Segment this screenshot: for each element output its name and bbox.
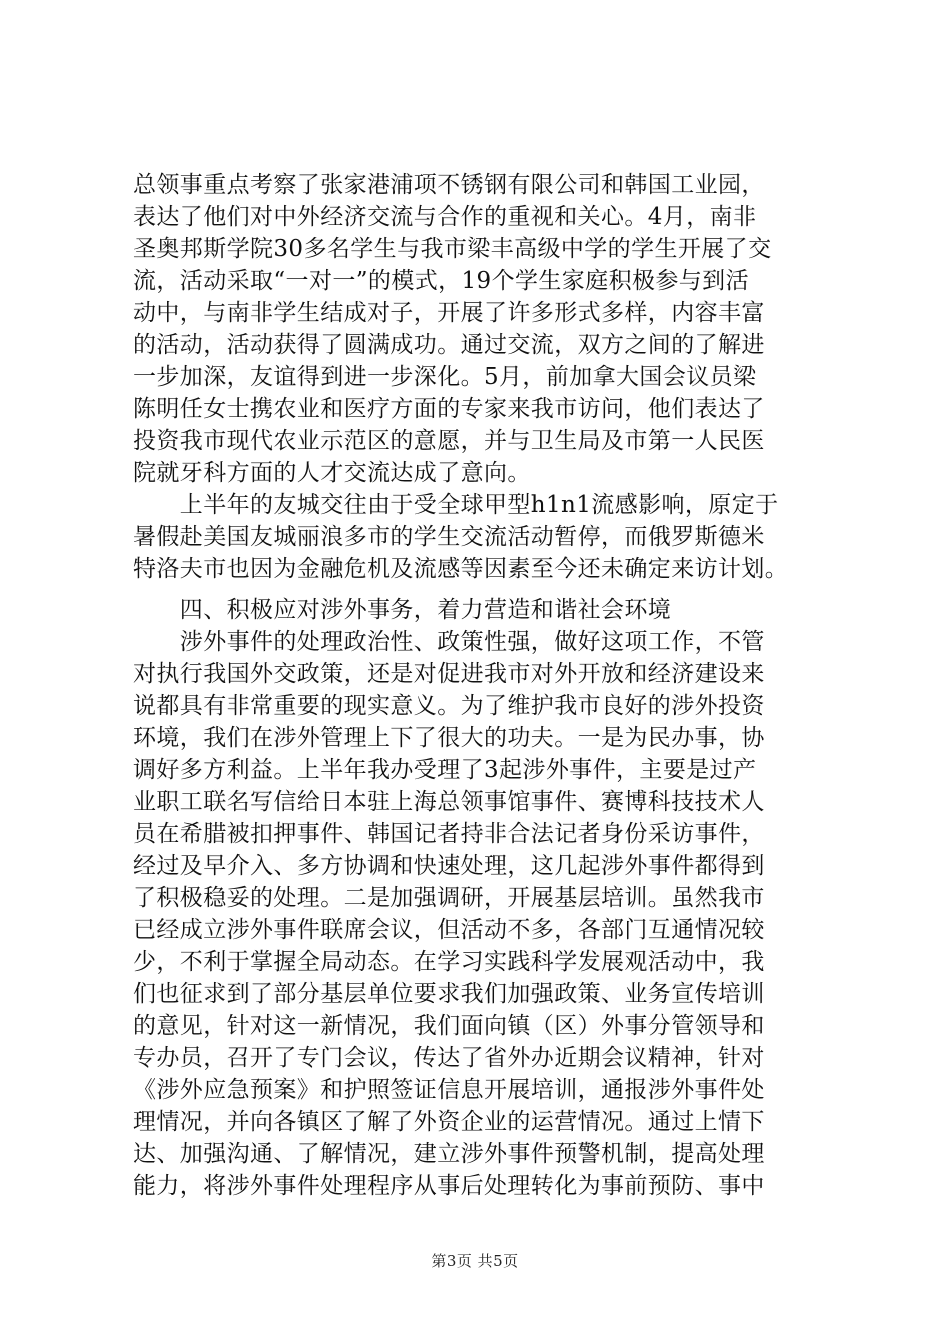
text-line: 说都具有非常重要的现实意义。为了维护我市良好的涉外投资 xyxy=(133,693,765,719)
text-line: 表达了他们对中外经济交流与合作的重视和关心。4月，南非 xyxy=(133,204,757,230)
body-text-block-1 xyxy=(133,169,833,585)
page-number-footer: 第3页 共5页 xyxy=(431,1252,519,1270)
text-line: 上半年的友城交往由于受全球甲型h1n1流感影响，原定于 xyxy=(133,492,779,518)
text-line: 的活动，活动获得了圆满成功。通过交流，双方之间的了解进 xyxy=(133,332,765,358)
text-line: 达、加强沟通、了解情况，建立涉外事件预警机制，提高处理 xyxy=(133,1141,765,1167)
text-line: 经过及早介入、多方协调和快速处理，这几起涉外事件都得到 xyxy=(133,853,765,879)
text-line: 一步加深，友谊得到进一步深化。5月，前加拿大国会议员梁 xyxy=(133,364,757,390)
text-line: 的意见，针对这一新情况，我们面向镇（区）外事分管领导和 xyxy=(133,1013,765,1039)
text-line: 特洛夫市也因为金融危机及流感等因素至今还未确定来访计划。 xyxy=(133,556,789,582)
body-text-block-2 xyxy=(133,594,833,1202)
text-line: 总领事重点考察了张家港浦项不锈钢有限公司和韩国工业园， xyxy=(133,172,765,198)
text-line: 院就牙科方面的人才交流达成了意向。 xyxy=(133,460,531,486)
text-line: 们也征求到了部分基层单位要求我们加强政策、业务宣传培训 xyxy=(133,981,765,1007)
text-line: 专办员，召开了专门会议，传达了省外办近期会议精神，针对 xyxy=(133,1045,765,1071)
text-line: 少，不利于掌握全局动态。在学习实践科学发展观活动中，我 xyxy=(133,949,765,975)
text-line: 员在希腊被扣押事件、韩国记者持非合法记者身份采访事件， xyxy=(133,821,765,847)
text-line: 圣奥邦斯学院30多名学生与我市梁丰高级中学的学生开展了交 xyxy=(133,236,772,262)
text-line: 理情况，并向各镇区了解了外资企业的运营情况。通过上情下 xyxy=(133,1109,765,1135)
text-line: 暑假赴美国友城丽浪多市的学生交流活动暂停，而俄罗斯德米 xyxy=(133,524,765,550)
text-line: 环境，我们在涉外管理上下了很大的功夫。一是为民办事，协 xyxy=(133,725,765,751)
text-line: 了积极稳妥的处理。二是加强调研，开展基层培训。虽然我市 xyxy=(133,885,765,911)
text-line: 流，活动采取“一对一”的模式，19个学生家庭积极参与到活 xyxy=(133,268,749,294)
section-heading: 四、积极应对涉外事务，着力营造和谐社会环境 xyxy=(133,597,672,623)
text-line: 涉外事件的处理政治性、政策性强，做好这项工作，不管 xyxy=(133,629,765,655)
text-line: 《涉外应急预案》和护照签证信息开展培训，通报涉外事件处 xyxy=(133,1077,765,1103)
text-line: 动中，与南非学生结成对子，开展了许多形式多样，内容丰富 xyxy=(133,300,765,326)
text-line: 业职工联名写信给日本驻上海总领事馆事件、赛博科技技术人 xyxy=(133,789,765,815)
text-line: 陈明任女士携农业和医疗方面的专家来我市访问，他们表达了 xyxy=(133,396,765,422)
text-line: 投资我市现代农业示范区的意愿，并与卫生局及市第一人民医 xyxy=(133,428,765,454)
text-line: 能力，将涉外事件处理程序从事后处理转化为事前预防、事中 xyxy=(133,1173,765,1199)
text-line: 对执行我国外交政策，还是对促进我市对外开放和经济建设来 xyxy=(133,661,765,687)
text-line: 已经成立涉外事件联席会议，但活动不多，各部门互通情况较 xyxy=(133,917,765,943)
text-line: 调好多方利益。上半年我办受理了3起涉外事件，主要是过产 xyxy=(133,757,757,783)
